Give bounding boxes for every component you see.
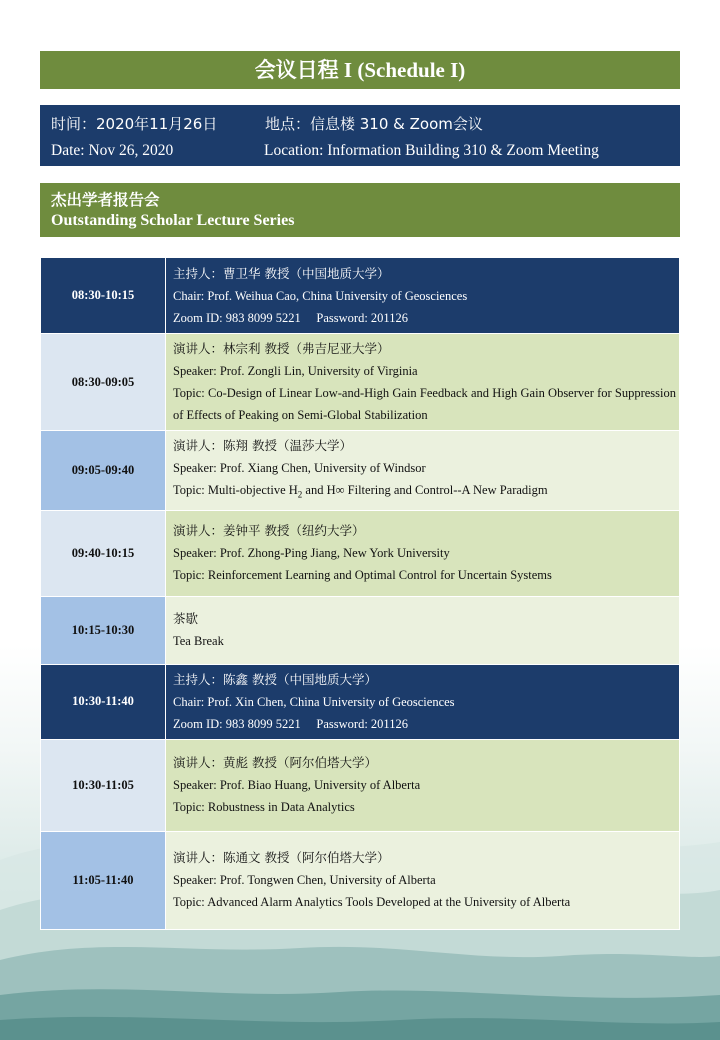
- session-details: [166, 258, 680, 334]
- table-row: [41, 831, 680, 929]
- session-details: [166, 334, 680, 431]
- session-time: 09:40-10:15: [41, 510, 166, 596]
- session-time: 10:30-11:05: [41, 739, 166, 831]
- page-title: 会议日程 I (Schedule I): [40, 51, 680, 89]
- speaker-cn: 演讲人：陈翔 教授（温莎大学）: [173, 438, 352, 453]
- speaker-en: Speaker: Prof. Biao Huang, University of Alberta: [173, 778, 421, 792]
- table-row: [41, 431, 680, 511]
- session-details: [166, 431, 680, 511]
- zoom-info: Zoom ID: 983 8099 5221 Password: 201126: [173, 716, 408, 731]
- speaker-en: Speaker: Prof. Zhong-Ping Jiang, New York University: [173, 546, 450, 560]
- section-header: [40, 183, 680, 237]
- session-details: [166, 664, 680, 739]
- session-time: 11:05-11:40: [41, 831, 166, 929]
- session-details: [166, 596, 680, 664]
- topic: Topic: Advanced Alarm Analytics Tools Developed at the University of Alberta: [173, 895, 571, 909]
- table-row: [41, 510, 680, 596]
- section-title-cn: 杰出学者报告会: [51, 191, 160, 209]
- table-row: [41, 596, 680, 664]
- meeting-date-en: Date: Nov 26, 2020: [51, 142, 174, 159]
- meeting-place-cn: 地点：信息楼 310 & Zoom会议: [265, 115, 483, 133]
- topic-part-2: and H∞ Filtering and Control--A New Paradigm: [302, 483, 548, 497]
- session-details: [166, 739, 680, 831]
- speaker-en: Speaker: Prof. Zongli Lin, University of Virginia: [173, 364, 418, 378]
- speaker-cn: 演讲人：林宗利 教授（弗吉尼亚大学）: [173, 341, 390, 356]
- session-time: 09:05-09:40: [41, 431, 166, 511]
- topic: Topic: Reinforcement Learning and Optimal Control for Uncertain Systems: [173, 568, 552, 582]
- meeting-info-bar: [40, 105, 680, 166]
- session-details: [166, 831, 680, 929]
- chair-en: Chair: Prof. Weihua Cao, China University of Geosciences: [173, 288, 468, 303]
- speaker-en: Speaker: Prof. Tongwen Chen, University of Alberta: [173, 873, 436, 887]
- table-row: [41, 664, 680, 739]
- meeting-location-en: Location: Information Building 310 & Zoom Meeting: [264, 142, 599, 159]
- topic: Topic: Co-Design of Linear Low-and-High Gain Feedback and High Gain Observer for Suppression of Effects of Peaking on Semi-Global Stabilization: [173, 386, 676, 422]
- topic-part-1: Topic: Multi-objective H: [173, 483, 298, 497]
- section-title-en: Outstanding Scholar Lecture Series: [51, 212, 295, 229]
- speaker-en: Speaker: Prof. Xiang Chen, University of Windsor: [173, 461, 426, 475]
- break-cn: 茶歇: [173, 611, 199, 626]
- table-row: [41, 258, 680, 334]
- break-en: Tea Break: [173, 634, 224, 648]
- zoom-info: Zoom ID: 983 8099 5221 Password: 201126: [173, 310, 408, 325]
- chair-en: Chair: Prof. Xin Chen, China University of Geosciences: [173, 694, 455, 709]
- session-details: [166, 510, 680, 596]
- meeting-time-cn: 时间：2020年11月26日: [51, 115, 218, 133]
- speaker-cn: 演讲人：陈通文 教授（阿尔伯塔大学）: [173, 850, 390, 865]
- topic: Topic: Robustness in Data Analytics: [173, 800, 355, 814]
- chair-cn: 主持人：陈鑫 教授（中国地质大学）: [173, 671, 377, 687]
- topic-subscript: 2: [297, 489, 303, 500]
- table-row: [41, 334, 680, 431]
- speaker-cn: 演讲人：姜钟平 教授（纽约大学）: [173, 523, 365, 538]
- session-time: 10:15-10:30: [41, 596, 166, 664]
- session-time: 08:30-09:05: [41, 334, 166, 431]
- speaker-cn: 演讲人：黄彪 教授（阿尔伯塔大学）: [173, 755, 377, 770]
- session-time: 08:30-10:15: [41, 258, 166, 334]
- topic: [173, 479, 676, 506]
- table-row: [41, 739, 680, 831]
- schedule-table: [40, 257, 680, 930]
- session-time: 10:30-11:40: [41, 664, 166, 739]
- chair-cn: 主持人：曹卫华 教授（中国地质大学）: [173, 265, 390, 281]
